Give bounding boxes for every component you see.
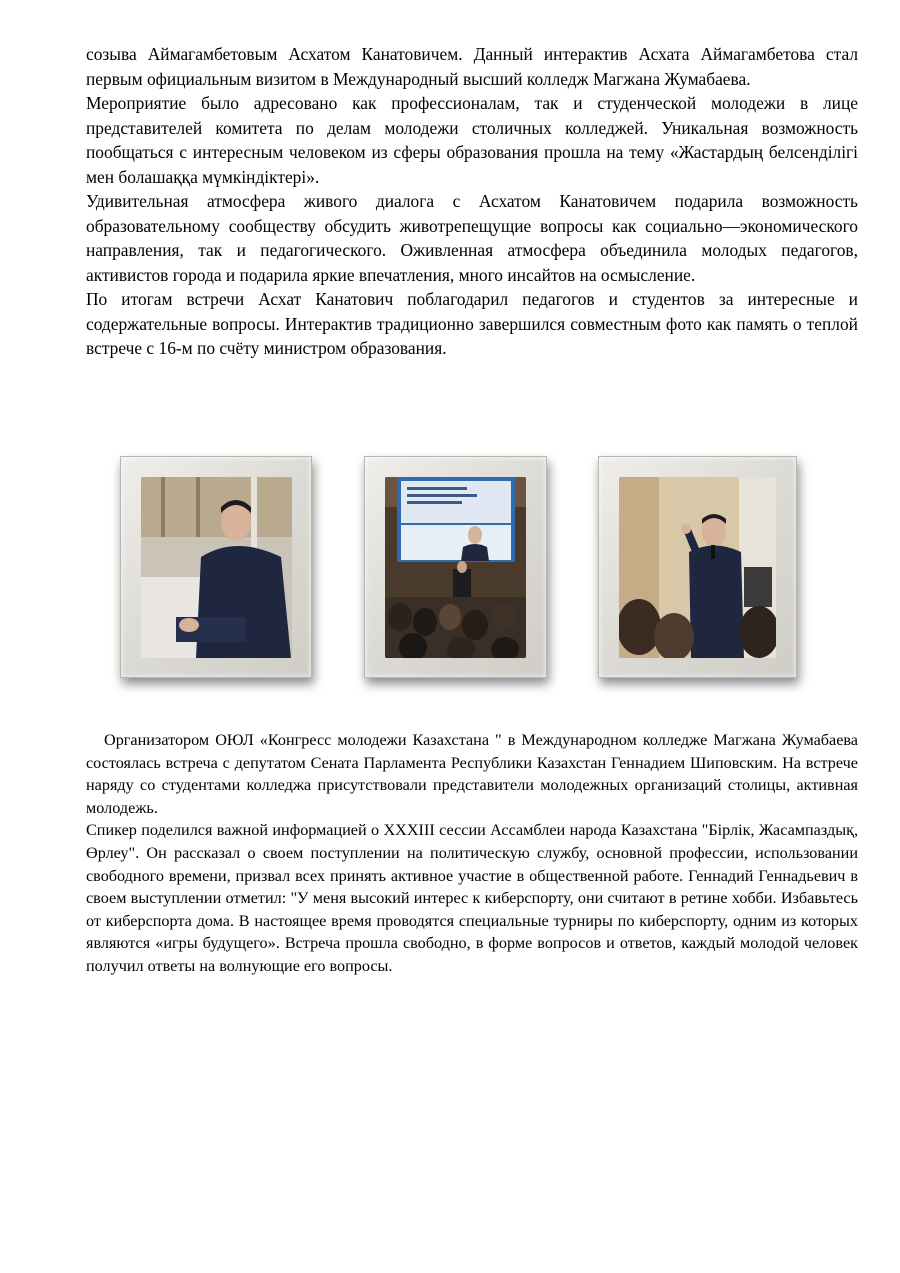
article-text-top xyxy=(86,42,858,361)
paragraph: По итогам встречи Асхат Канатович поблагодарил педагогов и студентов за интересные и содержательные вопросы. Интерактив традиционно завершился совместным фото как память о теплой встрече с 16-м по счёту министром образования. xyxy=(86,289,858,358)
photo-speaker-seated xyxy=(141,477,292,658)
paragraph: Мероприятие было адресовано как профессионалам, так и студенческой молодежи в лице представителей комитета по делам молодежи столичных колледжей. Уникальная возможность пообщаться с интересным человеком из сферы образования прошла на тему «Жастардың белсенділігі мен болашаққа мүмкіндіктері». xyxy=(86,93,858,187)
paragraph: Удивительная атмосфера живого диалога с Асхатом Канатовичем подарила возможность образовательному сообществу обсудить животрепещущие вопросы как социально—экономического направления, так и педагогического. Оживленная атмосфера объединила молодых педагогов, активистов города и подарила яркие впечатления, много инсайтов на осмысление. xyxy=(86,191,858,285)
paragraph: Спикер поделился важной информацией о XXXIII сессии Ассамблеи народа Казахстана "Бірлік, Жасампаздық, Өрлеу". Он рассказал о своем поступлении на политическую службу, основной профессии, использовании свободного времени, призвал всех принять активное участие в общественной работе. Геннадий Геннадьевич в своем выступлении отметил: "У меня высокий интерес к киберспорту, они считают в ретине хобби. Избавьтесь от киберспорта дома. В настоящее время проводятся специальные турниры по киберспорту, одним из которых являются «игры будущего». Встреча прошла свободно, в форме вопросов и ответов, каждый молодой человек получил ответы на волнующие его вопросы. xyxy=(86,821,858,975)
photo-frame-2 xyxy=(364,456,547,678)
photo-lecture-hall xyxy=(385,477,526,658)
photo-frame-1 xyxy=(120,456,312,678)
photo-frame-3 xyxy=(598,456,797,678)
article-text-bottom xyxy=(86,729,858,978)
paragraph: Организатором ОЮЛ «Конгресс молодежи Казахстана " в Международном колледже Магжана Жумабаева состоялась встреча с депутатом Сената Парламента Республики Казахстан Геннадием Шиповским. На встрече наряду со студентами колледжа присутствовали представители молодежных организаций столицы, активная молодежь. xyxy=(86,731,858,817)
photo-speaker-microphone xyxy=(619,477,776,658)
paragraph: созыва Аймагамбетовым Асхатом Канатовичем. Данный интерактив Асхата Аймагамбетова стал первым официальным визитом в Международный высший колледж Магжана Жумабаева. xyxy=(86,44,858,89)
